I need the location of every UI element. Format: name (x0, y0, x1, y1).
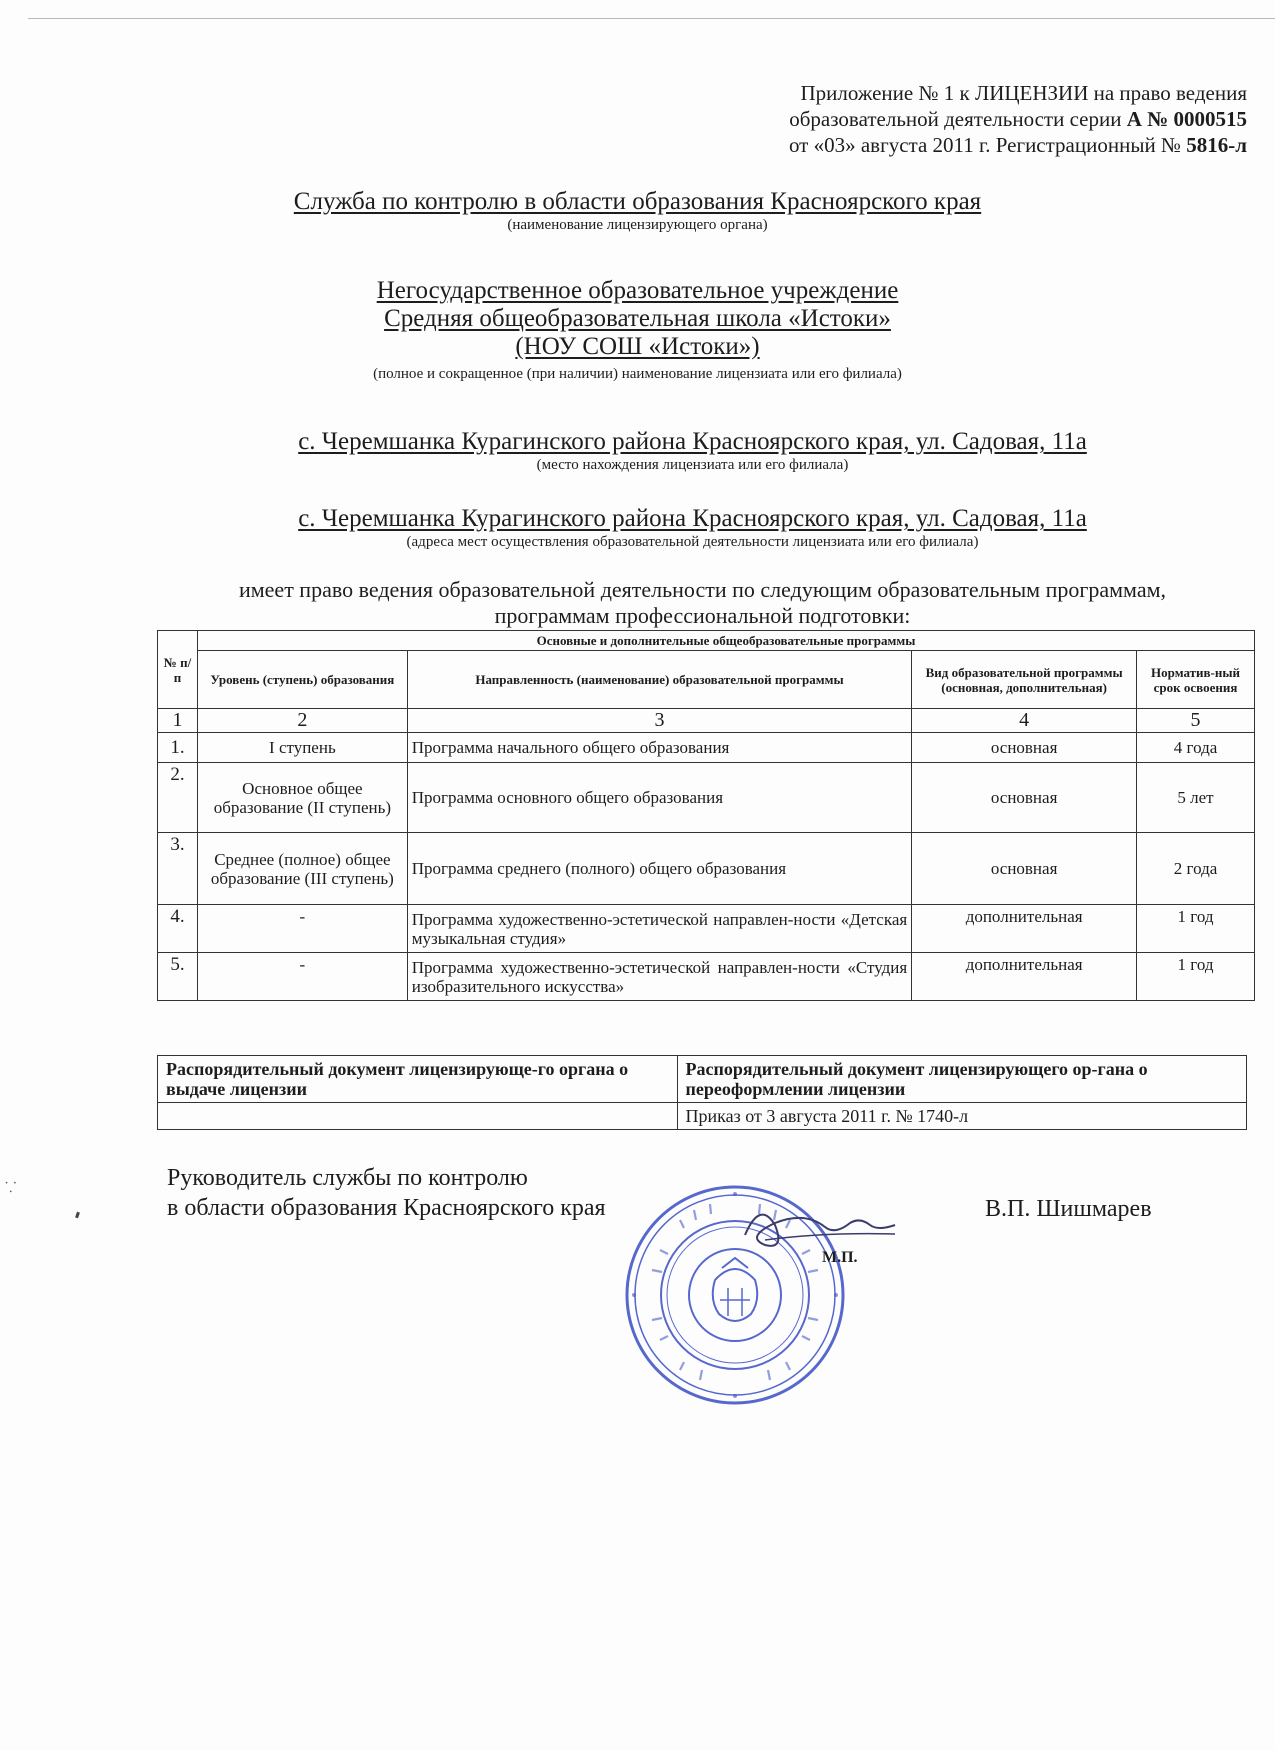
issuance-order-value (158, 1103, 678, 1130)
activity-address-caption: (адреса мест осуществления образовательной деятельности лицензиата или его филиала) (406, 534, 979, 550)
row-level: - (197, 905, 407, 953)
signatory-position-line-1: Руководитель службы по контролю (167, 1165, 528, 1191)
col-number: 4 (912, 709, 1137, 733)
appendix-line-1: Приложение № 1 к ЛИЦЕНЗИИ на право ведения (800, 81, 1247, 105)
header-kind: Вид образовательной программы (основная, дополнительная) (912, 651, 1137, 709)
orders-table (157, 1055, 1247, 1130)
authority-block (90, 188, 1185, 234)
licensee-caption: (полное и сокращенное (при наличии) наименование лицензиата или его филиала) (373, 366, 902, 382)
header-term: Норматив-ный срок освоения (1137, 651, 1255, 709)
row-program: Программа художественно-эстетической направлен-ности «Детская музыкальная студия» (407, 905, 911, 953)
table-row (158, 763, 1255, 833)
rights-intro (150, 577, 1255, 629)
reissue-order-value: Приказ от 3 августа 2011 г. № 1740-л (677, 1103, 1246, 1130)
seal-placeholder-mp: М.П. (822, 1249, 858, 1266)
scan-speck (75, 1212, 80, 1219)
registration-number: 5816-л (1186, 133, 1247, 157)
appendix-line-2: образовательной деятельности серии А № 0000515 (789, 107, 1247, 131)
row-term: 1 год (1137, 905, 1255, 953)
location-block (200, 428, 1185, 474)
activity-address: с. Черемшанка Курагинского района Красноярского края, ул. Садовая, 11а (298, 505, 1087, 532)
table-row (158, 905, 1255, 953)
programs-table (157, 630, 1255, 1001)
appendix-header (789, 80, 1247, 158)
col-number: 5 (1137, 709, 1255, 733)
authority-caption: (наименование лицензирующего органа) (507, 217, 768, 233)
row-level: Основное общее образование (II ступень) (197, 763, 407, 833)
row-program: Программа основного общего образования (407, 763, 911, 833)
header-level: Уровень (ступень) образования (197, 651, 407, 709)
row-kind: основная (912, 763, 1137, 833)
header-group: Основные и дополнительные общеобразовательные программы (197, 631, 1254, 651)
appendix-line-3: от «03» августа 2011 г. Регистрационный № 5816-л (788, 133, 1247, 157)
row-num: 4. (158, 905, 198, 953)
location-address: с. Черемшанка Курагинского района Красноярского края, ул. Садовая, 11а (298, 428, 1087, 455)
row-term: 5 лет (1137, 763, 1255, 833)
handwritten-signature (735, 1195, 905, 1265)
page-edge-line (28, 18, 1275, 19)
table-row (158, 953, 1255, 1001)
license-series: А № 0000515 (1126, 107, 1247, 131)
column-numbers-row (158, 709, 1255, 733)
orders-header-row (158, 1056, 1247, 1103)
signatory-name: В.П. Шишмарев (985, 1196, 1152, 1222)
signatory-position (167, 1163, 606, 1223)
row-term: 1 год (1137, 953, 1255, 1001)
header-num: № п/ п (158, 631, 198, 709)
row-num: 5. (158, 953, 198, 1001)
licensee-short-name: (НОУ СОШ «Истоки») (515, 333, 760, 360)
reissue-order-header: Распорядительный документ лицензирующего ор-гана о переоформлении лицензии (677, 1056, 1246, 1103)
col-number: 1 (158, 709, 198, 733)
programs-header-row-1 (158, 631, 1255, 651)
row-program: Программа начального общего образования (407, 733, 911, 763)
row-kind: основная (912, 833, 1137, 905)
rights-intro-line-2: программам профессиональной подготовки: (494, 603, 911, 628)
row-kind: основная (912, 733, 1137, 763)
table-row (158, 833, 1255, 905)
table-row (158, 733, 1255, 763)
orders-value-row (158, 1103, 1247, 1130)
row-num: 3. (158, 833, 198, 905)
row-term: 4 года (1137, 733, 1255, 763)
licensee-full-name-2: Средняя общеобразовательная школа «Истоки» (384, 305, 891, 332)
licensee-block (90, 277, 1185, 383)
row-level: - (197, 953, 407, 1001)
programs-header-row-2 (158, 651, 1255, 709)
location-caption: (место нахождения лицензиата или его филиала) (536, 457, 849, 473)
row-program: Программа художественно-эстетической направлен-ности «Студия изобразительного искусства» (407, 953, 911, 1001)
row-num: 1. (158, 733, 198, 763)
row-num: 2. (158, 763, 198, 833)
row-program: Программа среднего (полного) общего образования (407, 833, 911, 905)
licensee-full-name-1: Негосударственное образовательное учреждение (376, 277, 899, 304)
issuance-order-header: Распорядительный документ лицензирующе-го органа о выдаче лицензии (158, 1056, 678, 1103)
signatory-position-line-2: в области образования Красноярского края (167, 1195, 606, 1221)
col-number: 3 (407, 709, 911, 733)
row-kind: дополнительная (912, 953, 1137, 1001)
authority-name: Служба по контролю в области образования Красноярского края (293, 188, 982, 215)
row-level: Среднее (полное) общее образование (III ступень) (197, 833, 407, 905)
activity-address-block (200, 505, 1185, 551)
row-term: 2 года (1137, 833, 1255, 905)
row-kind: дополнительная (912, 905, 1137, 953)
header-program: Направленность (наименование) образовательной программы (407, 651, 911, 709)
row-level: I ступень (197, 733, 407, 763)
scan-speck: ⸪ (5, 1181, 17, 1196)
rights-intro-line-1: имеет право ведения образовательной деятельности по следующим образовательным программам, (238, 577, 1167, 602)
col-number: 2 (197, 709, 407, 733)
